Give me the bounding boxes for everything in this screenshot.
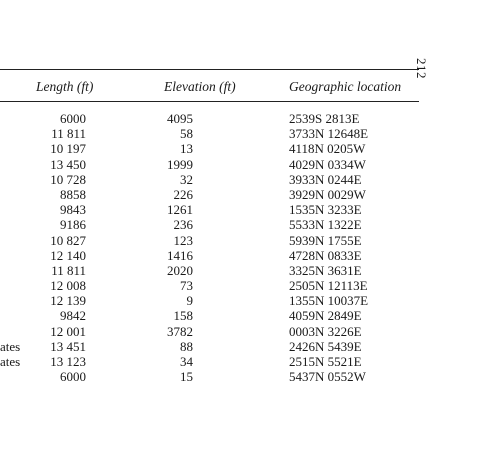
- cell-elevation: 34: [180, 354, 193, 369]
- cell-length: 10 728: [50, 171, 86, 187]
- cell-geographic-location: 4118N 0205W: [289, 141, 366, 157]
- table-row: [0, 369, 430, 384]
- cell-length: 9843: [60, 202, 86, 218]
- cell-geographic-location: 2515N 5521E: [289, 354, 362, 369]
- cell-elevation: 9: [186, 293, 193, 309]
- table-row: [0, 233, 430, 248]
- cell-elevation: 32: [180, 171, 193, 187]
- cell-geographic-location: 5939N 1755E: [289, 232, 362, 248]
- cell-elevation: 236: [173, 217, 193, 233]
- table-row: [0, 111, 430, 126]
- cell-left-text: ates: [0, 354, 21, 369]
- cell-elevation: 1999: [167, 156, 193, 172]
- cell-geographic-location: 4029N 0334W: [289, 156, 366, 172]
- cell-length: 10 827: [50, 232, 86, 248]
- cell-elevation: 13: [180, 141, 193, 157]
- table-row: [0, 308, 430, 323]
- cell-left-text: ates: [0, 338, 21, 354]
- cell-length: 11 811: [51, 262, 86, 278]
- header-length: Length (ft): [36, 79, 94, 94]
- cell-geographic-location: 2426N 5439E: [289, 338, 362, 354]
- cell-geographic-location: 1355N 10037E: [289, 293, 369, 309]
- cell-geographic-location: 5437N 0552W: [289, 369, 366, 385]
- table-row: [0, 172, 430, 187]
- cell-geographic-location: 2505N 12113E: [289, 278, 368, 294]
- cell-length: 12 008: [50, 278, 86, 294]
- cell-length: 12 001: [50, 323, 86, 339]
- cell-elevation: 58: [180, 126, 193, 142]
- table-top-rule: [0, 69, 419, 70]
- cell-geographic-location: 4728N 0833E: [289, 247, 362, 263]
- cell-geographic-location: 3733N 12648E: [289, 126, 369, 142]
- cell-elevation: 73: [180, 278, 193, 294]
- cell-geographic-location: 3933N 0244E: [289, 171, 362, 187]
- table-row: [0, 202, 430, 217]
- table-row: [0, 126, 430, 141]
- cell-elevation: 1261: [167, 202, 193, 218]
- header-elevation: Elevation (ft): [164, 79, 236, 94]
- header-geographic-location: Geographic location: [289, 79, 402, 94]
- cell-elevation: 3782: [167, 323, 193, 339]
- cell-length: 6000: [60, 369, 86, 385]
- cell-elevation: 88: [180, 338, 193, 354]
- table-row: [0, 141, 430, 156]
- table-header-rule: [0, 101, 419, 102]
- table-row: [0, 278, 430, 293]
- cell-elevation: 226: [173, 186, 193, 202]
- cell-length: 13 451: [50, 338, 86, 354]
- cell-length: 10 197: [50, 141, 86, 157]
- cell-length: 13 123: [50, 354, 86, 369]
- cell-elevation: 4095: [167, 111, 193, 126]
- table-row: [0, 157, 430, 172]
- cell-length: 12 139: [50, 293, 86, 309]
- cell-elevation: 15: [180, 369, 193, 385]
- table-row: [0, 217, 430, 232]
- cell-geographic-location: 0003N 3226E: [289, 323, 362, 339]
- table-row: [0, 248, 430, 263]
- cell-geographic-location: 5533N 1322E: [289, 217, 362, 233]
- cell-elevation: 2020: [167, 262, 193, 278]
- table-row: [0, 263, 430, 278]
- table-row: [0, 293, 430, 308]
- cell-length: 12 140: [50, 247, 86, 263]
- cell-length: 8858: [60, 186, 86, 202]
- cell-elevation: 158: [173, 308, 193, 324]
- cell-length: 9842: [60, 308, 86, 324]
- cell-length: 11 811: [51, 126, 86, 142]
- cell-length: 9186: [60, 217, 86, 233]
- cell-length: 13 450: [50, 156, 86, 172]
- table-row: [0, 324, 430, 339]
- cell-geographic-location: 3325N 3631E: [289, 262, 362, 278]
- cell-elevation: 1416: [167, 247, 193, 263]
- cell-geographic-location: 1535N 3233E: [289, 202, 362, 218]
- table-body: [0, 111, 430, 384]
- table-row: [0, 354, 430, 369]
- table-row: [0, 339, 430, 354]
- table-row: [0, 187, 430, 202]
- cell-geographic-location: 4059N 2849E: [289, 308, 362, 324]
- cell-elevation: 123: [173, 232, 193, 248]
- cell-geographic-location: 2539S 2813E: [289, 111, 360, 126]
- page-number: 212: [414, 58, 429, 79]
- cell-length: 6000: [60, 111, 86, 126]
- cell-geographic-location: 3929N 0029W: [289, 186, 366, 202]
